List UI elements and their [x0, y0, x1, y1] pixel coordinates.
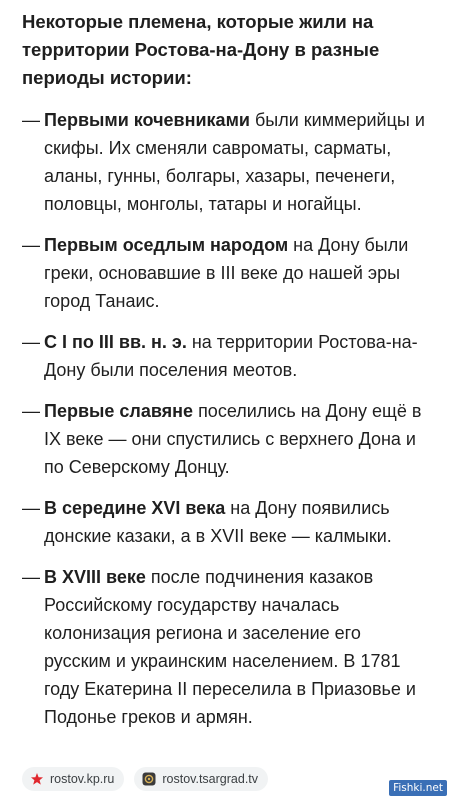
source-label: rostov.kp.ru — [50, 772, 115, 786]
item-text: после подчинения казаков Российскому государству началась колонизация региона и заселение его русским и украинским населением. В 1781 году Екатерина II переселила в Приазовье и Подонье греков и армян. — [44, 567, 416, 727]
list-item — [22, 563, 432, 731]
item-text: на территории Ростова-на-Дону были поселения меотов. — [44, 332, 418, 380]
list-item — [22, 494, 432, 550]
source-chip-tsargrad[interactable] — [134, 767, 268, 791]
source-chip-kp[interactable] — [22, 767, 124, 791]
answer-content — [22, 8, 432, 744]
answer-heading: Некоторые племена, которые жили на территории Ростова-на-Дону в разные периоды истории: — [22, 11, 380, 88]
item-text: были киммерийцы и скифы. Их сменяли савроматы, сарматы, аланы, гунны, болгары, хазары, печенеги, половцы, монголы, татары и ногайцы. — [44, 110, 425, 214]
item-text: на Дону появились донские казаки, а в XVII веке — калмыки. — [44, 498, 392, 546]
watermark: Fishki.net — [389, 780, 447, 796]
list-item — [22, 231, 432, 315]
kp-star-icon — [30, 772, 44, 786]
list-item — [22, 328, 432, 384]
tsargrad-logo-icon — [142, 772, 156, 786]
dash-bullet: — — [22, 498, 40, 518]
item-bold-lead: Первые славяне — [44, 401, 194, 421]
item-bold-lead: Первым оседлым народом — [44, 235, 289, 255]
list-item — [22, 106, 432, 218]
dash-bullet: — — [22, 235, 40, 255]
tribes-list — [22, 106, 432, 731]
item-text: поселились на Дону ещё в IX веке — они спустились с верхнего Дона и по Северскому Донцу. — [44, 401, 422, 477]
dash-bullet: — — [22, 567, 40, 587]
source-chips — [22, 767, 268, 791]
item-bold-lead: В XVIII веке — [44, 567, 146, 587]
item-text: на Дону были греки, основавшие в III веке до нашей эры город Танаис. — [44, 235, 409, 311]
dash-bullet: — — [22, 110, 40, 130]
item-bold-lead: Первыми кочевниками — [44, 110, 250, 130]
dash-bullet: — — [22, 332, 40, 352]
source-label: rostov.tsargrad.tv — [162, 772, 259, 786]
dash-bullet: — — [22, 401, 40, 421]
list-item — [22, 397, 432, 481]
item-bold-lead: С I по III вв. н. э. — [44, 332, 187, 352]
item-bold-lead: В середине XVI века — [44, 498, 226, 518]
